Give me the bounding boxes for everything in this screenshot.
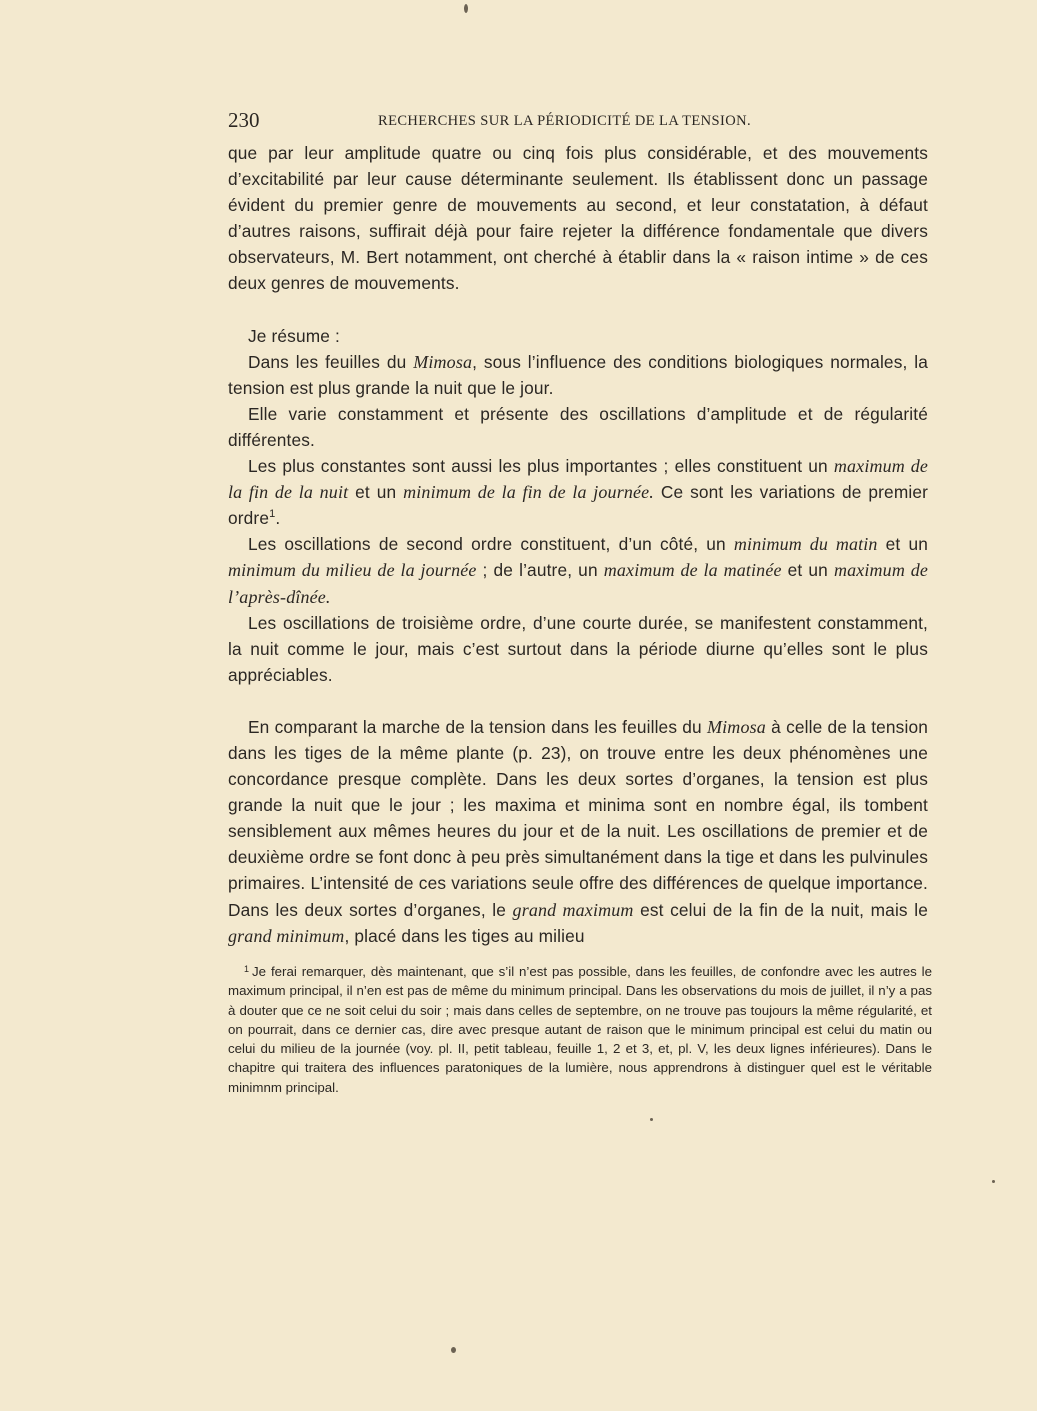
page-number: 230	[228, 108, 260, 132]
paragraph-continuation: que par leur amplitude quatre ou cinq fois plus considérable, et des mouvements d’excitabilité par leur cause déterminante seulement. Ils établissent donc un passage évident du premier genre de mouvements au second, et leur constatation, à défaut d’autres raisons, suffirait déjà pour faire rejeter la différence fondamentale que divers observateurs, M. Bert notamment, ont cherché à établir dans la « raison intime » de ces deux genres de mouvements.	[228, 143, 928, 294]
paper-speck	[650, 1118, 653, 1121]
page-header	[228, 108, 928, 132]
paper-speck	[992, 1180, 995, 1183]
paragraph-first-order: Les plus constantes sont aussi les plus importantes ; elles constituent un maximum de la fin de la nuit et un minimum de la fin de la journée. Ce sont les variations de premier ordre$^1$.	[228, 456, 929, 529]
footnote-text: $^1$ Je ferai remarquer, dès maintenant, que s’il n’est pas possible, dans les feuilles, de confondre avec les autres le maximum principal, il n’en est pas de même du minimum principal. Dans les observations du mois de juillet, il n’y a pas à douter que ce ne soit celui du soir ; mais dans celles de septembre, on ne trouve pas toujours la même régularité, et on pourrait, dans ce dernier cas, dire avec presque autant de raison que le minimum principal est celui du matin ou celui du milieu de la journée (voy. pl. II, petit tableau, feuille 1, 2 et 3, et, pl. V, les deux lignes inférieures). Dans le chapitre qui traitera des influences paratoniques de la lumière, nous apprendrons à distinguer quel est le véritable minimnm principal.	[228, 964, 932, 1095]
footnote-reference: 1	[269, 508, 276, 521]
paragraph-comparison: En comparant la marche de la tension dans les feuilles du Mimosa à celle de la tension dans les tiges de la même plante (p. 23), on trouve entre les deux phénomènes une concordance presque complète. Dans les deux sortes d’organes, la tension est plus grande la nuit que le jour ; les maxima et minima sont en nombre égal, ils tombent sensiblement aux mêmes heures du jour et de la nuit. Les oscillations de premier et de deuxième ordre se font donc à peu près simultanément dans la tige et dans les pulvinules primaires. L’intensité de ces variations seule offre des différences de quelque importance. Dans les deux sortes d’organes, le grand maximum est celui de la fin de la nuit, mais le grand minimum, placé dans les tiges au milieu	[228, 716, 928, 946]
paragraph-third-order: Les oscillations de troisième ordre, d’une courte durée, se manifestent constamment, la nuit comme le jour, mais c’est surtout dans la période diurne qu’elles sont le plus appréciables.	[228, 612, 928, 685]
footnote-marker: 1	[244, 964, 250, 974]
paragraph-mimosa-tension: Dans les feuilles du Mimosa, sous l’influence des conditions biologiques normales, la tension est plus grande la nuit que le jour.	[228, 351, 928, 398]
paragraph-gap	[228, 297, 928, 323]
paragraph-variation: Elle varie constamment et présente des oscillations d’amplitude et de régularité différentes.	[228, 403, 928, 450]
paper-speck	[464, 4, 468, 13]
paragraph-summary-intro: Je résume :	[248, 325, 340, 346]
footnote	[228, 960, 932, 1097]
running-title: RECHERCHES SUR LA PÉRIODICITÉ DE LA TENSION.	[378, 113, 751, 129]
body-text	[228, 140, 928, 949]
paragraph-second-order: Les oscillations de second ordre constituent, d’un côté, un minimum du matin et un minimum du milieu de la journée ; de l’autre, un maximum de la matinée et un maximum de l’après-dînée.	[228, 534, 928, 607]
paragraph-gap	[228, 688, 928, 714]
paper-speck	[451, 1347, 456, 1353]
